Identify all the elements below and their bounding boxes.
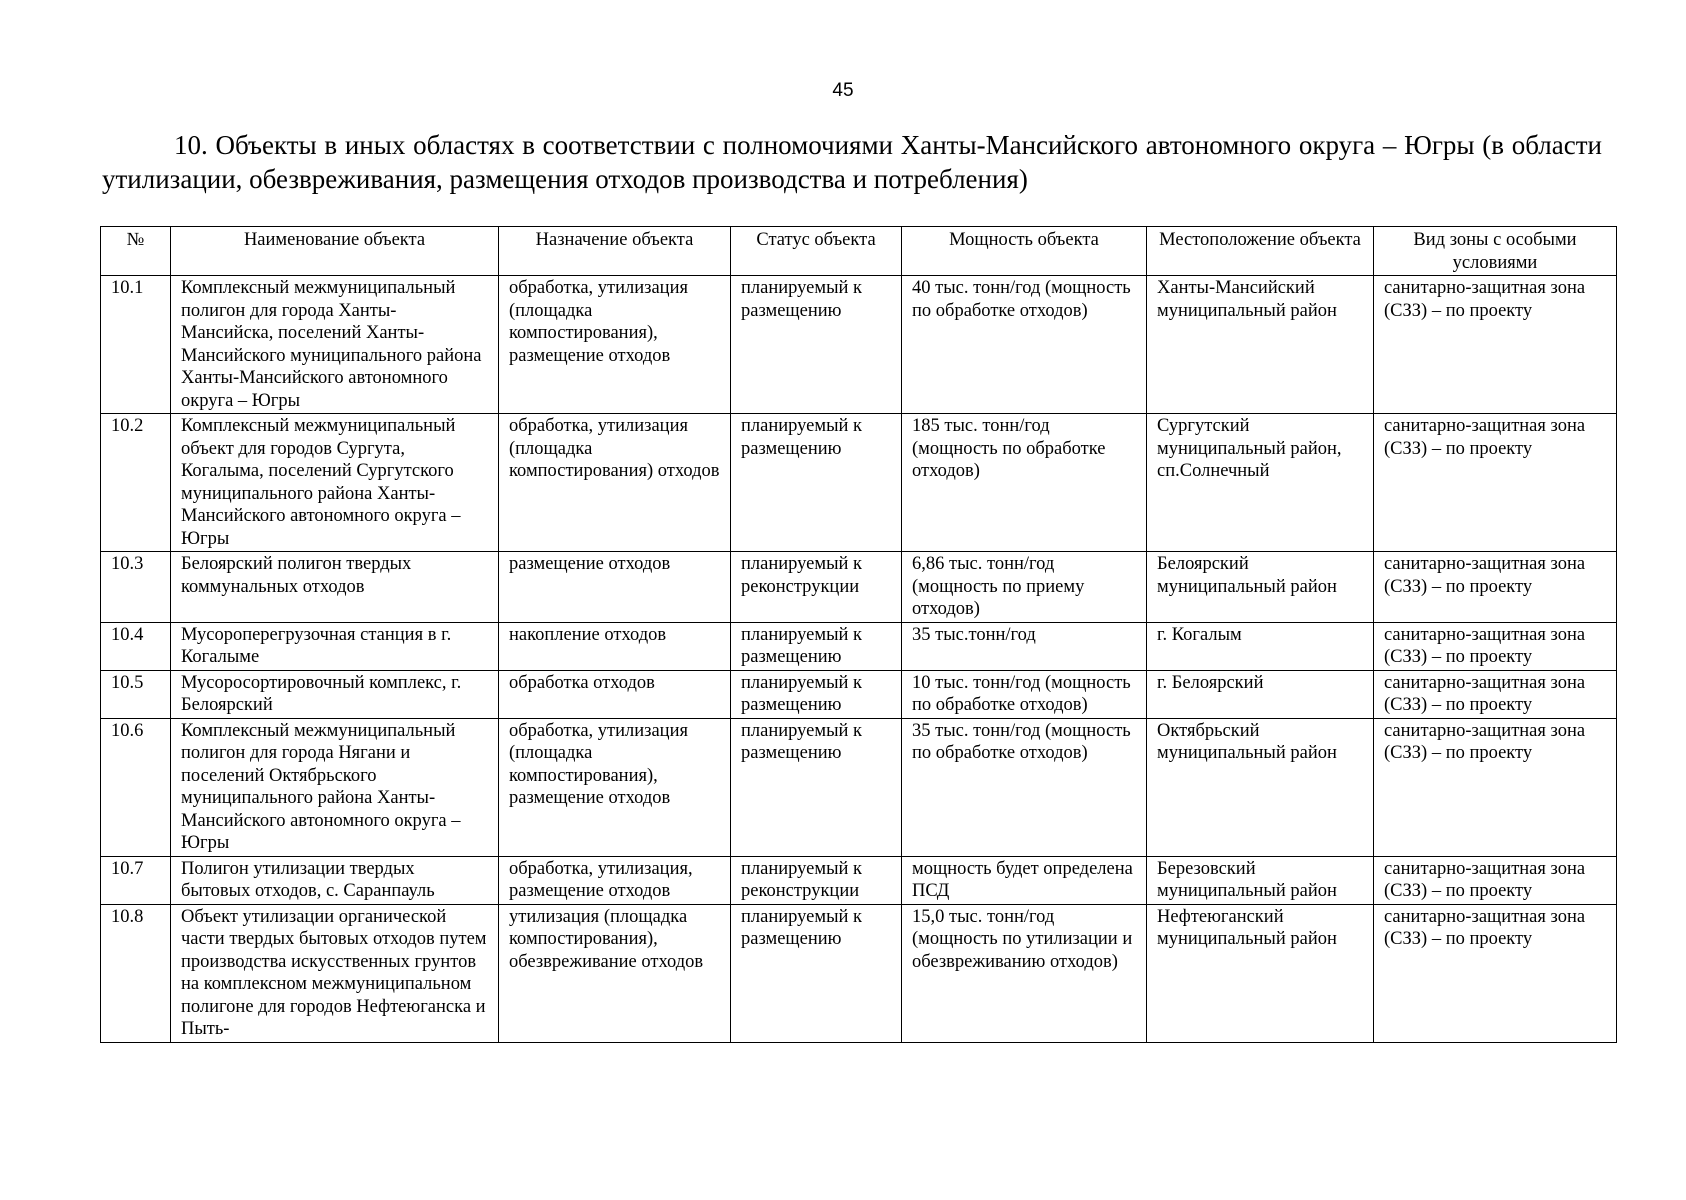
- table-row: [101, 904, 1617, 1042]
- cell-num: 10.2: [101, 414, 171, 552]
- cell-capacity: 40 тыс. тонн/год (мощность по обработке отходов): [902, 276, 1147, 414]
- cell-purpose: обработка, утилизация (площадка компостирования) отходов: [499, 414, 731, 552]
- table-header-row: [101, 227, 1617, 276]
- cell-status: планируемый к размещению: [731, 904, 902, 1042]
- cell-purpose: размещение отходов: [499, 552, 731, 623]
- header-status: Статус объекта: [731, 227, 902, 276]
- cell-name: Комплексный межмуниципальный полигон для города Нягани и поселений Октябрьского муниципального района Ханты-Мансийского автономного округа – Югры: [171, 718, 499, 856]
- cell-capacity: 10 тыс. тонн/год (мощность по обработке отходов): [902, 670, 1147, 718]
- cell-status: планируемый к размещению: [731, 718, 902, 856]
- cell-purpose: накопление отходов: [499, 622, 731, 670]
- cell-capacity: 6,86 тыс. тонн/год (мощность по приему отходов): [902, 552, 1147, 623]
- table-row: [101, 552, 1617, 623]
- cell-location: Нефтеюганский муниципальный район: [1147, 904, 1374, 1042]
- cell-zone: санитарно-защитная зона (СЗЗ) – по проекту: [1374, 622, 1617, 670]
- cell-location: Сургутский муниципальный район, сп.Солнечный: [1147, 414, 1374, 552]
- cell-location: г. Белоярский: [1147, 670, 1374, 718]
- cell-capacity: 35 тыс. тонн/год (мощность по обработке отходов): [902, 718, 1147, 856]
- cell-name: Мусоросортировочный комплекс, г. Белоярский: [171, 670, 499, 718]
- cell-status: планируемый к реконструкции: [731, 856, 902, 904]
- cell-status: планируемый к размещению: [731, 276, 902, 414]
- cell-num: 10.1: [101, 276, 171, 414]
- cell-status: планируемый к размещению: [731, 414, 902, 552]
- cell-status: планируемый к реконструкции: [731, 552, 902, 623]
- table-row: [101, 622, 1617, 670]
- cell-num: 10.5: [101, 670, 171, 718]
- cell-purpose: обработка, утилизация, размещение отходов: [499, 856, 731, 904]
- table-row: [101, 856, 1617, 904]
- cell-zone: санитарно-защитная зона (СЗЗ) – по проекту: [1374, 856, 1617, 904]
- section-heading: 10. Объекты в иных областях в соответствии с полномочиями Ханты-Мансийского автономного округа – Югры (в области утилизации, обезвреживания, размещения отходов производства и потребления): [102, 130, 1602, 194]
- cell-name: Белоярский полигон твердых коммунальных отходов: [171, 552, 499, 623]
- header-capacity: Мощность объекта: [902, 227, 1147, 276]
- header-location: Местоположение объекта: [1147, 227, 1374, 276]
- objects-table: [100, 226, 1617, 1043]
- cell-zone: санитарно-защитная зона (СЗЗ) – по проекту: [1374, 414, 1617, 552]
- cell-location: Березовский муниципальный район: [1147, 856, 1374, 904]
- cell-zone: санитарно-защитная зона (СЗЗ) – по проекту: [1374, 276, 1617, 414]
- page-number: 45: [832, 80, 854, 101]
- cell-purpose: обработка, утилизация (площадка компостирования), размещение отходов: [499, 718, 731, 856]
- cell-zone: санитарно-защитная зона (СЗЗ) – по проекту: [1374, 904, 1617, 1042]
- table-row: [101, 276, 1617, 414]
- cell-name: Мусороперегрузочная станция в г. Когалыме: [171, 622, 499, 670]
- header-zone: Вид зоны с особыми условиями: [1374, 227, 1617, 276]
- cell-zone: санитарно-защитная зона (СЗЗ) – по проекту: [1374, 552, 1617, 623]
- cell-name: Полигон утилизации твердых бытовых отходов, с. Саранпауль: [171, 856, 499, 904]
- cell-num: 10.3: [101, 552, 171, 623]
- cell-capacity: 35 тыс.тонн/год: [902, 622, 1147, 670]
- cell-name: Объект утилизации органической части твердых бытовых отходов путем производства искусственных грунтов на комплексном межмуниципальном полигоне для городов Нефтеюганска и Пыть-: [171, 904, 499, 1042]
- cell-name: Комплексный межмуниципальный полигон для города Ханты-Мансийска, поселений Ханты-Мансийского муниципального района Ханты-Мансийского автономного округа – Югры: [171, 276, 499, 414]
- cell-name: Комплексный межмуниципальный объект для городов Сургута, Когалыма, поселений Сургутского муниципального района Ханты-Мансийского автономного округа – Югры: [171, 414, 499, 552]
- cell-location: Белоярский муниципальный район: [1147, 552, 1374, 623]
- cell-capacity: мощность будет определена ПСД: [902, 856, 1147, 904]
- cell-capacity: 15,0 тыс. тонн/год (мощность по утилизации и обезвреживанию отходов): [902, 904, 1147, 1042]
- cell-zone: санитарно-защитная зона (СЗЗ) – по проекту: [1374, 670, 1617, 718]
- cell-zone: санитарно-защитная зона (СЗЗ) – по проекту: [1374, 718, 1617, 856]
- cell-num: 10.7: [101, 856, 171, 904]
- table-row: [101, 414, 1617, 552]
- cell-purpose: утилизация (площадка компостирования), обезвреживание отходов: [499, 904, 731, 1042]
- cell-purpose: обработка отходов: [499, 670, 731, 718]
- cell-location: г. Когалым: [1147, 622, 1374, 670]
- cell-location: Ханты-Мансийский муниципальный район: [1147, 276, 1374, 414]
- header-num: №: [101, 227, 171, 276]
- table-row: [101, 670, 1617, 718]
- cell-num: 10.4: [101, 622, 171, 670]
- table-row: [101, 718, 1617, 856]
- header-purpose: Назначение объекта: [499, 227, 731, 276]
- header-name: Наименование объекта: [171, 227, 499, 276]
- cell-num: 10.8: [101, 904, 171, 1042]
- cell-status: планируемый к размещению: [731, 670, 902, 718]
- cell-purpose: обработка, утилизация (площадка компостирования), размещение отходов: [499, 276, 731, 414]
- cell-status: планируемый к размещению: [731, 622, 902, 670]
- cell-capacity: 185 тыс. тонн/год (мощность по обработке отходов): [902, 414, 1147, 552]
- cell-location: Октябрьский муниципальный район: [1147, 718, 1374, 856]
- cell-num: 10.6: [101, 718, 171, 856]
